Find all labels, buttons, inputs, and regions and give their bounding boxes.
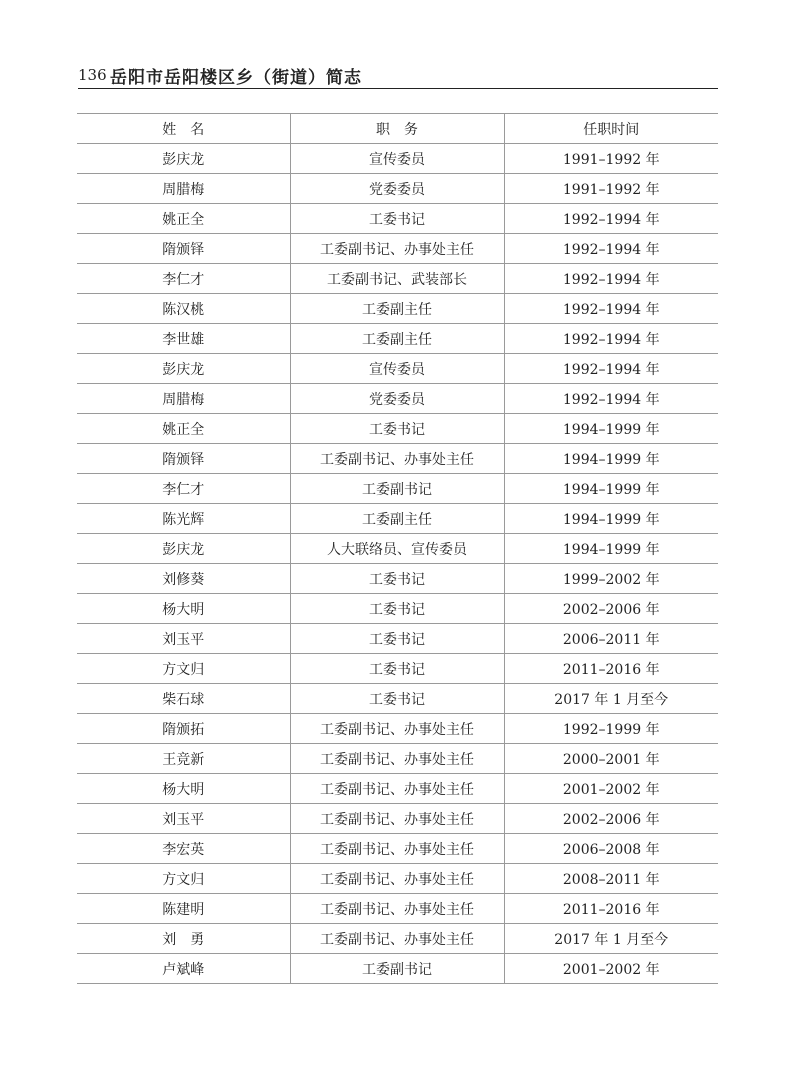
table-row: [77, 624, 718, 654]
table-header-row: [77, 114, 718, 144]
table-row: [77, 324, 718, 354]
table-row: [77, 444, 718, 474]
cell-name: 卢斌峰: [77, 954, 290, 984]
cell-term: 2006–2011 年: [504, 624, 718, 654]
cell-position: 工委副书记、办事处主任: [290, 234, 504, 264]
cell-term: 2001–2002 年: [504, 774, 718, 804]
cell-position: 工委书记: [290, 594, 504, 624]
cell-name: 李宏英: [77, 834, 290, 864]
cell-position: 人大联络员、宣传委员: [290, 534, 504, 564]
table-row: [77, 534, 718, 564]
cell-term: 1992–1994 年: [504, 384, 718, 414]
table-row: [77, 714, 718, 744]
cell-name: 姚正全: [77, 414, 290, 444]
cell-term: 1992–1999 年: [504, 714, 718, 744]
cell-term: 2017 年 1 月至今: [504, 684, 718, 714]
page-number: 136: [78, 66, 107, 84]
cell-term: 1992–1994 年: [504, 324, 718, 354]
cell-position: 工委副书记: [290, 474, 504, 504]
cell-name: 刘修葵: [77, 564, 290, 594]
cell-position: 工委副主任: [290, 324, 504, 354]
table-row: [77, 174, 718, 204]
cell-position: 工委副书记、办事处主任: [290, 804, 504, 834]
cell-position: 工委副书记、办事处主任: [290, 924, 504, 954]
cell-term: 1994–1999 年: [504, 534, 718, 564]
cell-position: 工委副书记、办事处主任: [290, 714, 504, 744]
table-row: [77, 954, 718, 984]
cell-name: 刘玉平: [77, 804, 290, 834]
cell-term: 1992–1994 年: [504, 264, 718, 294]
cell-position: 工委书记: [290, 624, 504, 654]
cell-name: 刘玉平: [77, 624, 290, 654]
cell-term: 2002–2006 年: [504, 594, 718, 624]
table-row: [77, 234, 718, 264]
table-row: [77, 864, 718, 894]
cell-position: 工委书记: [290, 654, 504, 684]
cell-name: 李仁才: [77, 264, 290, 294]
cell-position: 工委副书记、办事处主任: [290, 774, 504, 804]
cell-term: 1999–2002 年: [504, 564, 718, 594]
page-header: [78, 62, 718, 89]
cell-position: 工委副书记、办事处主任: [290, 894, 504, 924]
table-row: [77, 684, 718, 714]
cell-position: 工委副书记、办事处主任: [290, 744, 504, 774]
cell-term: 1992–1994 年: [504, 294, 718, 324]
cell-position: 宣传委员: [290, 144, 504, 174]
cell-term: 1992–1994 年: [504, 204, 718, 234]
cell-name: 隋颁铎: [77, 234, 290, 264]
cell-position: 工委副书记、办事处主任: [290, 834, 504, 864]
column-header-name: 姓 名: [77, 114, 290, 144]
cell-position: 党委委员: [290, 174, 504, 204]
cell-term: 2008–2011 年: [504, 864, 718, 894]
cell-position: 工委副书记、办事处主任: [290, 444, 504, 474]
cell-term: 1994–1999 年: [504, 414, 718, 444]
table-row: [77, 654, 718, 684]
cell-term: 2011–2016 年: [504, 894, 718, 924]
table-row: [77, 294, 718, 324]
cell-name: 彭庆龙: [77, 534, 290, 564]
table-body: [77, 144, 718, 984]
cell-term: 1994–1999 年: [504, 444, 718, 474]
cell-position: 工委书记: [290, 414, 504, 444]
table-row: [77, 924, 718, 954]
table-row: [77, 474, 718, 504]
cell-name: 方文归: [77, 864, 290, 894]
cell-term: 2001–2002 年: [504, 954, 718, 984]
table-row: [77, 594, 718, 624]
cell-position: 宣传委员: [290, 354, 504, 384]
cell-name: 刘 勇: [77, 924, 290, 954]
cell-name: 李世雄: [77, 324, 290, 354]
cell-name: 陈建明: [77, 894, 290, 924]
cell-position: 工委副书记、办事处主任: [290, 864, 504, 894]
column-header-position: 职 务: [290, 114, 504, 144]
cell-name: 陈汉桃: [77, 294, 290, 324]
cell-name: 彭庆龙: [77, 144, 290, 174]
cell-term: 2002–2006 年: [504, 804, 718, 834]
cell-term: 1991–1992 年: [504, 174, 718, 204]
table-row: [77, 144, 718, 174]
table-row: [77, 744, 718, 774]
cell-name: 李仁才: [77, 474, 290, 504]
cell-position: 工委书记: [290, 684, 504, 714]
table-row: [77, 804, 718, 834]
table-row: [77, 774, 718, 804]
cell-position: 工委副书记: [290, 954, 504, 984]
cell-name: 姚正全: [77, 204, 290, 234]
table-row: [77, 264, 718, 294]
cell-term: 1992–1994 年: [504, 234, 718, 264]
cell-position: 工委书记: [290, 564, 504, 594]
cell-term: 2011–2016 年: [504, 654, 718, 684]
table-row: [77, 894, 718, 924]
cell-position: 工委副书记、武装部长: [290, 264, 504, 294]
cell-name: 隋颁铎: [77, 444, 290, 474]
table-row: [77, 504, 718, 534]
cell-term: 2017 年 1 月至今: [504, 924, 718, 954]
book-title: 岳阳市岳阳楼区乡（街道）简志: [110, 68, 362, 88]
cell-position: 工委副主任: [290, 504, 504, 534]
cell-name: 杨大明: [77, 594, 290, 624]
cell-name: 方文归: [77, 654, 290, 684]
column-header-term: 任职时间: [504, 114, 718, 144]
cell-position: 党委委员: [290, 384, 504, 414]
table-row: [77, 834, 718, 864]
cell-term: 1991–1992 年: [504, 144, 718, 174]
cell-term: 2000–2001 年: [504, 744, 718, 774]
cell-name: 隋颁拓: [77, 714, 290, 744]
table-row: [77, 354, 718, 384]
cell-name: 柴石球: [77, 684, 290, 714]
table-row: [77, 564, 718, 594]
cell-position: 工委书记: [290, 204, 504, 234]
table-row: [77, 204, 718, 234]
table-row: [77, 414, 718, 444]
cell-name: 周腊梅: [77, 174, 290, 204]
cell-name: 陈光辉: [77, 504, 290, 534]
cell-name: 杨大明: [77, 774, 290, 804]
cell-term: 1994–1999 年: [504, 474, 718, 504]
cell-term: 1994–1999 年: [504, 504, 718, 534]
table-row: [77, 384, 718, 414]
cell-name: 王竞新: [77, 744, 290, 774]
cell-term: 2006–2008 年: [504, 834, 718, 864]
cell-position: 工委副主任: [290, 294, 504, 324]
cell-name: 周腊梅: [77, 384, 290, 414]
cell-term: 1992–1994 年: [504, 354, 718, 384]
officials-table: [77, 113, 718, 984]
cell-name: 彭庆龙: [77, 354, 290, 384]
